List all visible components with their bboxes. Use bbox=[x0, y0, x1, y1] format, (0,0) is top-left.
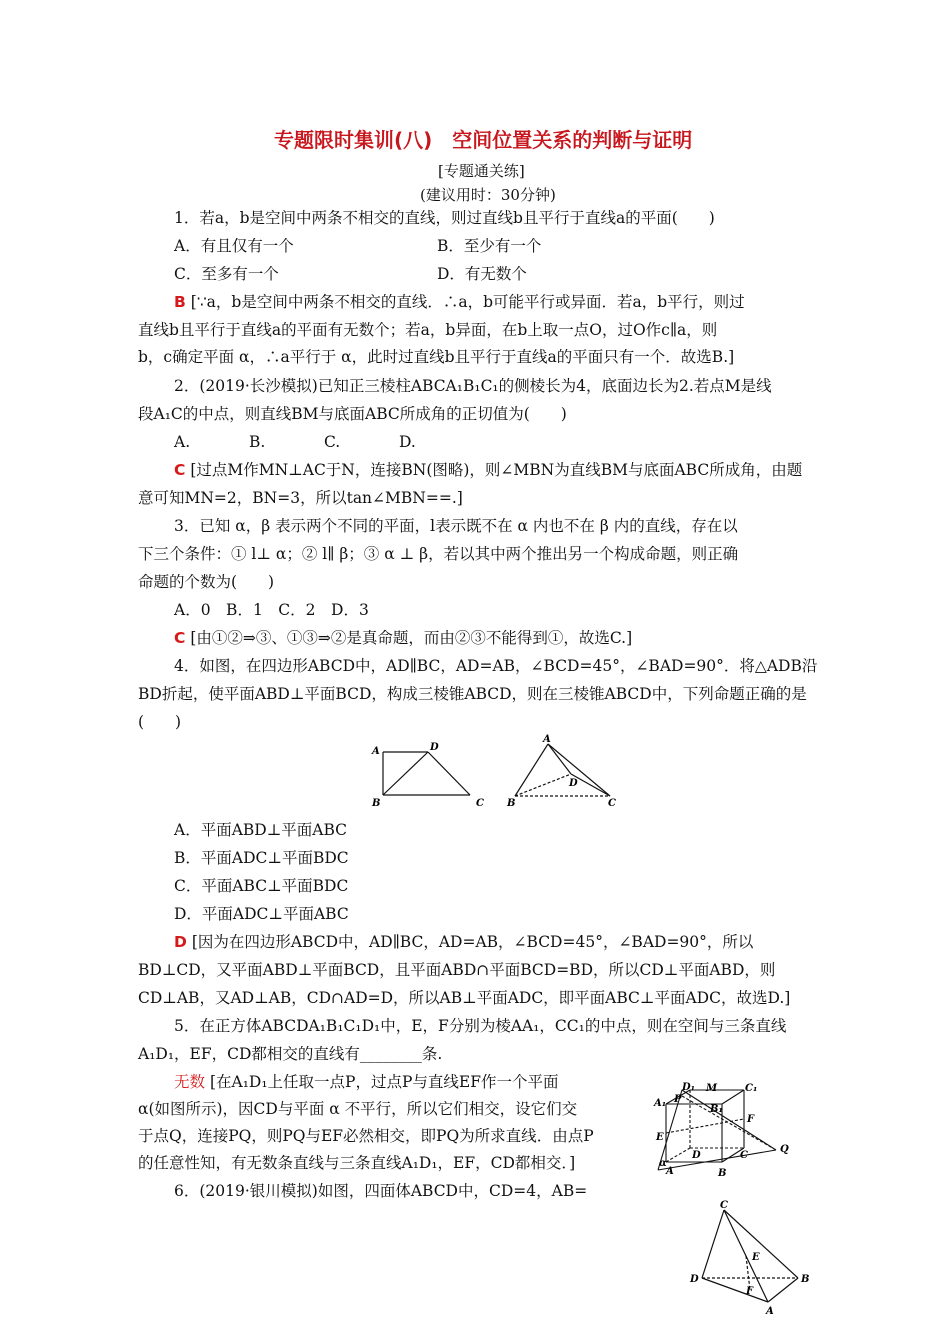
q5-explanation-1: [在A₁D₁上任取一点P，过点P与直线EF作一个平面 bbox=[209, 1073, 559, 1091]
q6-label-b: B bbox=[801, 1274, 810, 1285]
q4-stem-2: BD折起，使平面ABD⊥平面BCD，构成三棱锥ABCD，则在三棱锥ABCD中，下列命题正确的是 bbox=[138, 685, 807, 703]
q5-answer-line bbox=[174, 1072, 558, 1092]
q4-explanation-2: BD⊥CD，又平面ABD⊥平面BCD，且平面ABD∩平面BCD=BD，所以CD⊥平面ABD，则 bbox=[138, 961, 776, 979]
cube-label-p: P bbox=[674, 1094, 682, 1105]
q1-option-b: B．至少有一个 bbox=[437, 237, 542, 255]
tetra-label-d: D bbox=[569, 778, 578, 789]
q2-stem-1: 2．(2019·长沙模拟)已知正三棱柱ABCA₁B₁C₁的侧棱长为4，底面边长为2.若点M是线 bbox=[174, 377, 772, 395]
q6-label-e: E bbox=[752, 1252, 760, 1263]
q3-stem-3: 命题的个数为( ) bbox=[138, 573, 275, 591]
q6-label-a: A bbox=[766, 1306, 774, 1316]
q6-tetrahedron-figure bbox=[686, 1198, 814, 1316]
q1-explanation-3: b，c确定平面 α，∴a平行于 α，此时过直线b且平行于直线a的平面只有一个．故选B.] bbox=[138, 348, 735, 366]
q1-explanation-1: [∵a，b是空间中两条不相交的直线．∴a，b可能平行或异面．若a，b平行，则过 bbox=[190, 293, 745, 311]
quad-label-c: C bbox=[476, 798, 484, 808]
q4-stem-1: 4．如图，在四边形ABCD中，AD∥BC，AD=AB，∠BCD=45°，∠BAD=90°．将△ADB沿 bbox=[174, 657, 818, 675]
q3-options: A．0 B．1 C．2 D．3 bbox=[174, 601, 369, 619]
q4-option-a: A．平面ABD⊥平面ABC bbox=[174, 821, 348, 839]
q5-stem-1: 5．在正方体ABCDA₁B₁C₁D₁中，E，F分别为棱AA₁，CC₁的中点，则在空间与三条直线 bbox=[174, 1017, 787, 1035]
q2-stem-2: 段A₁C的中点，则直线BM与底面ABC所成角的正切值为( ) bbox=[138, 405, 567, 423]
q4-option-c: C．平面ABC⊥平面BDC bbox=[174, 877, 349, 895]
q1-option-c: C．至多有一个 bbox=[174, 265, 279, 283]
tetra-label-b: B bbox=[507, 798, 516, 809]
q5-stem-2: A₁D₁，EF，CD都相交的直线有________条. bbox=[138, 1045, 443, 1063]
q4-option-b: B．平面ADC⊥平面BDC bbox=[174, 849, 349, 867]
cube-label-d: D bbox=[692, 1150, 701, 1161]
q1-option-a: A．有且仅有一个 bbox=[174, 237, 294, 255]
cube-label-a1: A₁ bbox=[654, 1098, 667, 1109]
q5-explanation-2: α(如图所示)，因CD与平面 α 不平行，所以它们相交，设它们交 bbox=[138, 1100, 578, 1118]
q5-cube-figure bbox=[652, 1082, 794, 1182]
q2-explanation-2: 意可知MN=2，BN=3，所以tan∠MBN==.] bbox=[138, 489, 463, 507]
q6-label-d: D bbox=[690, 1274, 699, 1285]
q4-explanation-1: [因为在四边形ABCD中，AD∥BC，AD=AB，∠BCD=45°，∠BAD=90°，所以 bbox=[191, 933, 754, 951]
q3-answer: C bbox=[174, 629, 186, 647]
q3-explanation: [由①②⇒③、①③⇒②是真命题，而由②③不能得到①，故选C.] bbox=[190, 629, 633, 647]
q1-stem: 1．若a，b是空间中两条不相交的直线，则过直线b且平行于直线a的平面( ) bbox=[174, 209, 715, 227]
cube-label-e: E bbox=[656, 1132, 664, 1143]
cube-label-q: Q bbox=[780, 1144, 789, 1155]
quad-label-a: A bbox=[372, 746, 380, 757]
tetra-label-a: A bbox=[543, 734, 551, 745]
cube-label-d1: D₁ bbox=[682, 1082, 696, 1093]
q2-option-c: C. bbox=[324, 433, 341, 451]
q4-option-d: D．平面ADC⊥平面ABC bbox=[174, 905, 349, 923]
q5-explanation-3: 于点Q，连接PQ，则PQ与EF必然相交，即PQ为所求直线．由点P bbox=[138, 1127, 594, 1145]
cube-label-c: C bbox=[740, 1150, 748, 1161]
q4-stem-3: ( ) bbox=[138, 713, 182, 731]
q4-answer: D bbox=[174, 933, 187, 951]
q5-explanation-4: 的任意性知，有无数条直线与三条直线A₁D₁，EF，CD都相交．] bbox=[138, 1154, 576, 1172]
cube-label-c1: C₁ bbox=[745, 1083, 758, 1094]
q2-option-a: A. bbox=[174, 433, 191, 451]
q3-stem-1: 3．已知 α，β 表示两个不同的平面，l表示既不在 α 内也不在 β 内的直线，存在以 bbox=[174, 517, 738, 535]
q4-tetrahedron-figure bbox=[505, 734, 630, 810]
quad-label-d: D bbox=[430, 742, 439, 753]
q2-explanation-1: [过点M作MN⊥AC于N，连接BN(图略)，则∠MBN为直线BM与底面ABC所成角，由题 bbox=[190, 461, 803, 479]
cube-label-b1: B₁ bbox=[710, 1104, 723, 1115]
q6-label-c: C bbox=[720, 1200, 728, 1211]
q6-label-f: F bbox=[746, 1286, 754, 1297]
q1-option-d: D．有无数个 bbox=[437, 265, 527, 283]
cube-label-m: M bbox=[706, 1083, 718, 1094]
q4-quadrilateral-figure bbox=[368, 740, 493, 808]
q4-answer-line bbox=[174, 932, 753, 952]
cube-label-a: A bbox=[666, 1166, 674, 1177]
q2-answer: C bbox=[174, 461, 186, 479]
page-title: 专题限时集训(八) 空间位置关系的判断与证明 bbox=[274, 128, 693, 152]
cube-label-alpha: α bbox=[659, 1158, 667, 1169]
q6-stem: 6．(2019·银川模拟)如图，四面体ABCD中，CD=4，AB= bbox=[174, 1182, 588, 1200]
q1-answer: B bbox=[174, 293, 186, 311]
tetra-label-c: C bbox=[608, 798, 616, 809]
q5-answer: 无数 bbox=[174, 1073, 206, 1091]
q2-option-d: D. bbox=[399, 433, 416, 451]
cube-label-b: B bbox=[718, 1168, 727, 1179]
section-subtitle: [专题通关练] bbox=[438, 162, 525, 180]
q3-answer-line bbox=[174, 628, 632, 648]
q3-stem-2: 下三个条件：① l⊥ α；② l∥ β；③ α ⊥ β，若以其中两个推出另一个构成命题，则正确 bbox=[138, 545, 739, 563]
q2-answer-line bbox=[174, 460, 802, 480]
q2-option-b: B. bbox=[249, 433, 266, 451]
q1-explanation-2: 直线b且平行于直线a的平面有无数个；若a，b异面，在b上取一点O，过O作c∥a，则 bbox=[138, 321, 718, 339]
q4-explanation-3: CD⊥AB，又AD⊥AB，CD∩AD=D，所以AB⊥平面ADC，即平面ABC⊥平面ADC，故选D.] bbox=[138, 989, 791, 1007]
quad-label-b: B bbox=[372, 798, 381, 808]
cube-label-f: F bbox=[747, 1114, 755, 1125]
time-hint: (建议用时：30分钟) bbox=[420, 186, 556, 204]
q1-answer-line bbox=[174, 292, 745, 312]
